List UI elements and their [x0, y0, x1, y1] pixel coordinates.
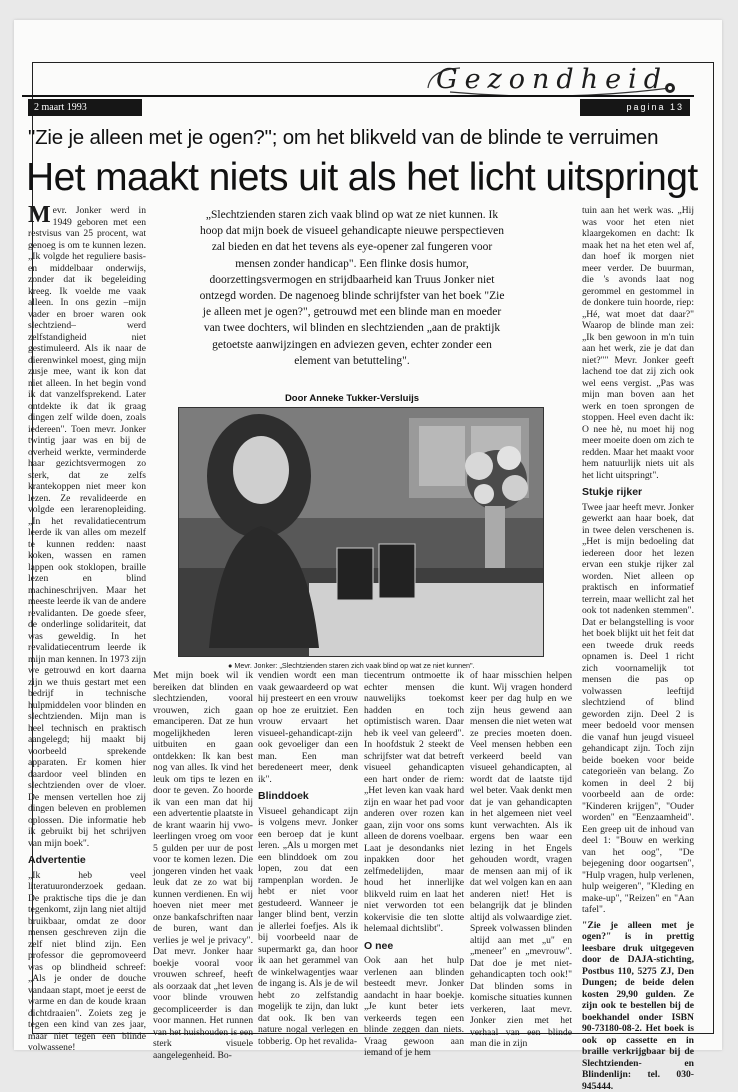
- col3-text: vendien wordt een man vaak gewaardeerd op wat hij presteert en een vrouw op hoe ze eruitziet. Een vrouw ervaart het visueel-gehandicapt-zijn ook gevoeliger dan een man. Een man beredeneert meer, denk ik".: [258, 670, 358, 785]
- col1-text-b: „Ik heb veel literatuuronderzoek gedaan. De praktische tips die je dan tegenkomt, zijn lang niet altijd bruikbaar, omdat ze door mensen geschreven zijn die zelf niet blind zijn. Een professor die gepromoveerd was op blindheid schreef: „Als je onder de douche vandaan stapt, moet je eerst de warme en dan de koude kraan dichtdraaien". Zoiets zeg je tegen een kind van zes jaar, maar niet tegen een blinde volwassene!: [28, 870, 146, 1054]
- section-title: Gezondheid: [436, 64, 668, 95]
- page-number: pagina 13: [580, 99, 690, 116]
- column-4: [364, 670, 464, 1006]
- photo-illustration: [179, 408, 543, 656]
- article-intro: „Slechtzienden staren zich vaak blind op wat ze niet kunnen. Ik hoop dat mijn boek de visueel gehandicapte nieuwe perspectieven zal bieden en dat het tevens als eye-opener zal fungeren voor mensen zonder handicap". Een flinke dosis humor, doorzettingsvermogen en strijdbaarheid kan Truus Jonker niet ontzegd worden. De nagenoeg blinde schrijfster van het boek "Zie je alleen met je ogen?", getrouwd met een blinde man en moeder van twee dochters, wil blinden en slechtzienden „aan de praktijk getoetste aanwijzingen en adviezen geven, echter zonder een element van betutteling".: [196, 207, 508, 369]
- col1-text: evr. Jonker werd in 1949 geboren met een restvisus van 25 procent, wat genoeg is om te kunnen lezen. „Ik volgde het reguliere basis- en middelbaar onderwijs, zonder dat ik begeleiding kreeg. Ik voelde me vaak alleen. In ons gezin –mijn vader en broer waren ook slechtziend– werd zelfstandigheid niet gestimuleerd. Als ik naar de dierenwinkel moest, ging mijn zusje mee, want ik kon dat niet alleen. In het begin vond ik dat vanzelfsprekend. Later ontdekte ik dat ik graag dingen zelf wilde doen, zoals iedereen". Toen mevr. Jonker twintig jaar was en bij de overheid werkte, verminderde haar gezichtsvermogen zo sterk, dat ze zelfs krantekoppen niet meer kon lezen. Ze revalideerde en volgde een lerarenopleiding. „In het revalidatiecentrum leerde ik van alles om mezelf te kunnen redden: naast koken, wassen en ramen lappen ook stoklopen, braille lezen en blind machineschrijven. Maar het meeste leerde ik van de andere revalidanten. De goede sfeer, de onderlinge solidariteit, dat was geweldig. In het revalidatiecentrum leerde ik mijn man kennen. In 1973 zijn we getrouwd en kort daarna zijn we thuis gestart met een bedrijf in technische hulpmiddelen voor blinden en slechtzienden. Mijn man is heel technisch en praktisch aangelegd; hij maakt bij voorbeeld sprekende apparaten. Er komen hier daardoor veel blinden en slechtzienden over de vloer. De mensen vertellen hoe zij dingen beleven en problemen oplossen. Die informatie heb ik gebruikt bij het schrijven van mijn boek".: [28, 205, 146, 849]
- col5-text: of haar misschien helpen kunt. Wij vragen honderd keer per dag hulp en we zijn heus gewend aan mensen die niet weten wat ze precies moeten doen. Veel mensen hebben een verkeerd beeld van visueel gehandicapten, al wordt dat de laatste tijd wel beter. Vaak denkt men dat je van gehandicapten in het algemeen niet veel kunt verwachten. Als ik ergens ben waar een lezing in het Engels gehouden wordt, vragen de mensen aan mij of ik dat wel volgen kan en aan anderen niet! Het is belangrijk dat je blinden altijd als volwaardige ziet. Spreek volwassen blinden altijd aan met „u" en „meneer" en „mevrouw". Dat doe je met niet-gehandicapten toch ook!" Dat blinden soms in komische situaties kunnen verkeren, laat mevr. Jonker zien met het verhaal van een blinde man die in zijn: [470, 670, 572, 1050]
- col4-text: tiecentrum ontmoette ik echter mensen die nauwelijks toekomst hadden en toch optimistisch waren. Daar heb ik veel van geleerd". In hoofdstuk 2 steekt de schrijfster wat dat betreft visueel gehandicapten een hart onder de riem: „Het leven kan vaak hard zijn en waar het pad voor anderen over rozen kan gaan, zijn voor ons soms alleen de dorens voelbaar. Laat je desondanks niet inpakken door het zelfmedelijden, maar houd het innerlijke blikveld ruim en laat het niet verworden tot een kokervisie die ten slotte helemaal dichtslibt".: [364, 670, 464, 935]
- article-headline: Het maakt niets uit als het licht uitspringt: [26, 156, 706, 200]
- drop-cap: M: [28, 205, 51, 225]
- column-3: [258, 670, 358, 1006]
- photo-caption: ● Mevr. Jonker: „Slechtzienden staren zich vaak blind op wat ze niet kunnen".: [228, 661, 548, 670]
- col3-text-b: Visueel gehandicapt zijn is volgens mevr. Jonker een beroep dat je kunt leren. „Als u morgen met een blinddoek om zou lopen, zou dat een rampenplan worden. Je hebt er niet voor gestudeerd. Wanneer je langer blind bent, verzin je allerlei foefjes. Als ik bij voorbeeld naar de supermarkt ga, dan hoor ik aan het gerammel van de winkelwagentjes waar de ingang is. Als je de wil hebt zo zelfstandig mogelijk te zijn, dan lukt dat ook. Ik ben van nature nogal verlegen en tobberig. Op het revalida-: [258, 806, 358, 1048]
- column-2: [153, 670, 253, 1006]
- header-rule: [22, 95, 694, 97]
- col6-subheading: Stukje rijker: [582, 487, 694, 499]
- col6-text: tuin aan het werk was. „Hij was voor het eten niet klaargekomen en dacht: Ik maak het na het eten wel af, dan hoef ik morgen niet meer verder. De buurman, die 's avonds laat nog gerommel en gestommel in de donkere tuin hoorde, riep: „Hé, wat moet dat daar?" Waarop de blinde man zei: „Ik ben gewoon in m'n tuin aan het werk, zie je dat dan niet?"" Mevr. Jonker geeft lachend toe dat zij zich ook wel eens vergist. „Pas was mijn man boven aan het werk en toen sprongen de stoppen. Heel even dacht ik: O nee hè, nu moet hij nog meer moeite doen om zich te redden. Maar het maakt voor hem natuurlijk niets uit als het licht uitspringt".: [582, 205, 694, 481]
- column-1: [28, 205, 146, 1007]
- column-5: [470, 670, 572, 1006]
- article-kicker: "Zie je alleen met je ogen?"; om het blikveld van de blinde te verruimen: [28, 126, 704, 150]
- col3-subheading: Blinddoek: [258, 791, 358, 803]
- col1-subheading: Advertentie: [28, 855, 146, 867]
- col2-text: Met mijn boek wil ik bereiken dat blinden en slechtzienden, vooral vrouwen, zich gaan emanciperen. Dat ze hun mogelijkheden leren uitbuiten en gaan ontdekken: Ik kan best nog van alles. Ik vind het leuk om tips te lezen en door te geven. Zo hoorde ik van een man dat hij een advertentie plaatste in de krant waarin hij vwo-leerlingen vroeg om voor 5 gulden per uur de post voor te komen lezen. Die jongeren vinden het vaak leuk dat ze zo wat bij kunnen verdienen. En wij hoeven niet meer met onze bankafschriften naar de buren, want dan verlies je wel je privacy". Dat mevr. Jonker haar boekje vooral voor vrouwen schreef, heeft als oorzaak dat „het leven voor blinde vrouwen gecompliceerder is dan voor mannen. Het runnen van het huishouden is een sterk visuele aangelegenheid. Bo-: [153, 670, 253, 1061]
- issue-date: 2 maart 1993: [28, 99, 142, 116]
- col6-text-b: Twee jaar heeft mevr. Jonker gewerkt aan haar boek, dat in twee delen verschenen is. „Het is mijn bedoeling dat iedereen door het lezen ervan een stukje rijker zal worden. Niet alleen op praktisch en informatief terrein, maar wellicht zal het ook tot nadenken stemmen". Dat er belangstelling is voor het boek blijkt uit het feit dat een tweede druk reeds opnamen is. Deel 1 richt zich voornamelijk tot mensen die pas op volwassen leeftijd slechtziend of blind geworden zijn. Deel 2 is meer bedoeld voor mensen die vanaf hun jeugd visueel gehandicapt zijn. Toch zijn beide boeken voor beide categorieën van belang. Zo komen in deel 2 bij voorbeeld aan de orde: "Kinderen krijgen", "Ouder worden" en "Eenzaamheid". Een greep uit de inhoud van deel 1: "Bouw en werking van het oog", "De bejegening door oogartsen", "Hulp vragen, hulp verlenen, hulp weigeren", "Kleding en make-up", "Reizen" en "Aan tafel".: [582, 502, 694, 916]
- col4-subheading: O nee: [364, 941, 464, 953]
- article-photo: [178, 407, 544, 657]
- col4-text-b: Ook aan het hulp verlenen aan blinden besteedt mevr. Jonker aandacht in haar boekje. „Je kunt beter iets verkeerds tegen een blinde zeggen dan niets. Vraag gewoon aan iemand of je hem: [364, 955, 464, 1059]
- article-byline: Door Anneke Tukker-Versluijs: [196, 393, 508, 404]
- book-info: "Zie je alleen met je ogen?" is in prettig leesbare druk uitgegeven door de DAJA-stichting, Postbus 110, 5275 ZJ, Den Dungen; de beide delen kosten 29,90 gulden. Ze zijn ook te bestellen bij de boekhandel onder ISBN 90-73180-08-2. Het boek is ook op cassette en in braille verkrijgbaar bij de Slechtzienden- en Blindenlijn: tel. 030-945444.: [582, 920, 694, 1092]
- column-6: [582, 205, 694, 1007]
